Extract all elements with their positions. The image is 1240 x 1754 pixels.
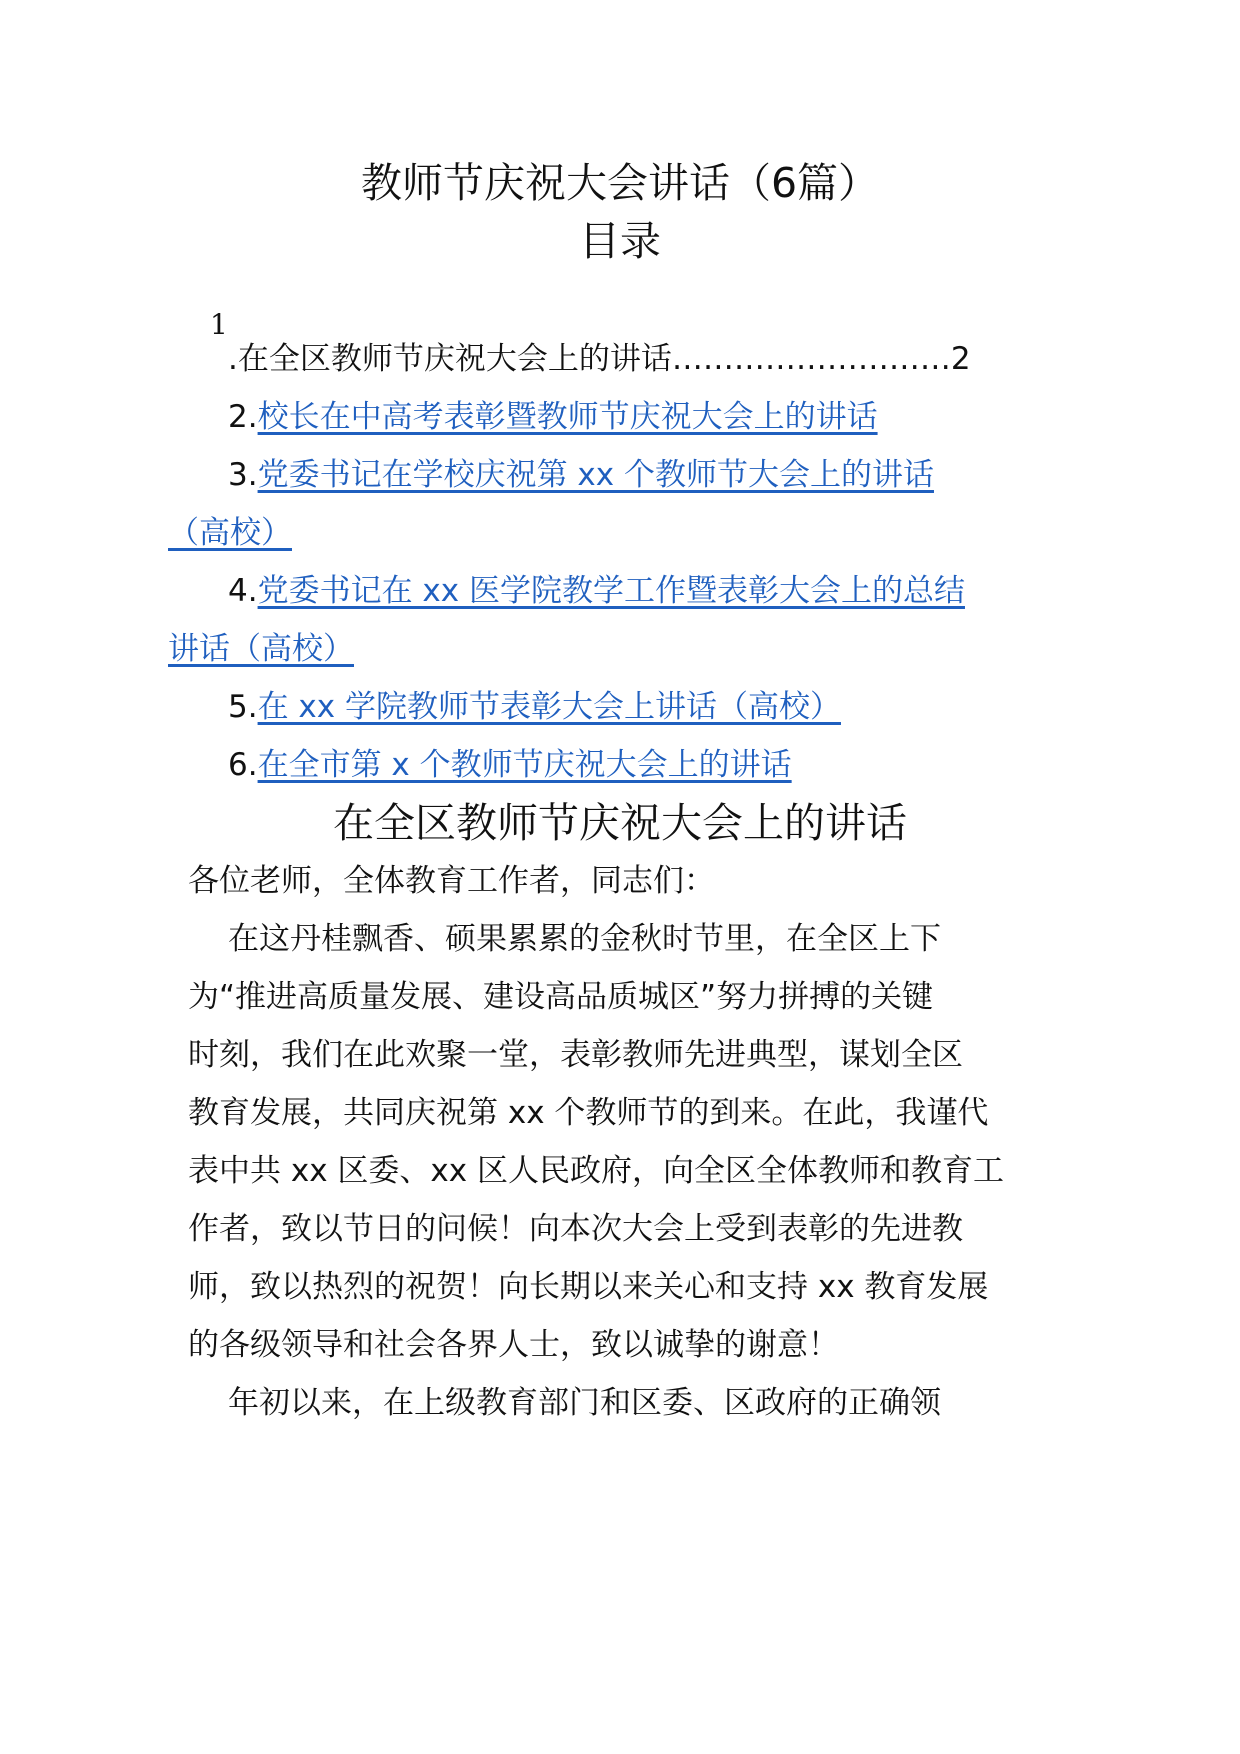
toc-item-5[interactable] <box>228 681 841 726</box>
toc-item-5-link[interactable]: 在 xx 学院教师节表彰大会上讲话（高校） <box>257 689 841 725</box>
toc-item-3-link-continued[interactable]: （高校） <box>168 515 292 551</box>
toc-item-1-number: 1 <box>210 308 228 341</box>
toc-item-4-link-continued[interactable]: 讲话（高校） <box>168 631 354 667</box>
toc-item-3-prefix: 3. <box>228 457 258 493</box>
section-heading: 在全区教师节庆祝大会上的讲话 <box>333 799 907 847</box>
paragraph-1-line-2: 为“推进高质量发展、建设高品质城区”努力拼搏的关键 <box>188 979 934 1015</box>
toc-item-2-prefix: 2. <box>228 399 258 435</box>
toc-item-3-continued[interactable] <box>168 507 292 552</box>
toc-item-1-text[interactable]: 在全区教师节庆祝大会上的讲话 <box>237 341 672 377</box>
toc-item-4-prefix: 4. <box>228 573 258 609</box>
document-title: 教师节庆祝大会讲话（6篇） <box>360 159 880 207</box>
toc-item-1-page: 2 <box>950 341 971 377</box>
toc-item-6-link[interactable]: 在全市第 x 个教师节庆祝大会上的讲话 <box>257 747 792 783</box>
paragraph-1-line-3: 时刻，我们在此欢聚一堂，表彰教师先进典型，谋划全区 <box>188 1037 963 1073</box>
toc-item-2-link[interactable]: 校长在中高考表彰暨教师节庆祝大会上的讲话 <box>257 399 878 435</box>
paragraph-1-line-6: 作者，致以节日的问候！向本次大会上受到表彰的先进教 <box>188 1211 963 1247</box>
paragraph-1-line-8: 的各级领导和社会各界人士，致以诚挚的谢意！ <box>188 1327 839 1363</box>
toc-item-6[interactable] <box>228 739 792 784</box>
toc-leader-dots: ……………………… <box>671 341 951 377</box>
toc-item-4-link[interactable]: 党委书记在 xx 医学院教学工作暨表彰大会上的总结 <box>257 573 965 609</box>
toc-item-3[interactable] <box>228 449 934 494</box>
toc-item-4-continued[interactable] <box>168 623 354 668</box>
toc-item-1-prefix: . <box>228 341 238 377</box>
toc-item-4[interactable] <box>228 565 965 610</box>
paragraph-1-line-5: 表中共 xx 区委、xx 区人民政府，向全区全体教师和教育工 <box>188 1153 1004 1189</box>
toc-item-1[interactable] <box>228 333 971 378</box>
salutation: 各位老师，全体教育工作者，同志们： <box>188 863 715 899</box>
paragraph-2-line-1: 年初以来，在上级教育部门和区委、区政府的正确领 <box>228 1385 941 1421</box>
toc-item-6-prefix: 6. <box>228 747 258 783</box>
toc-item-2[interactable] <box>228 391 878 436</box>
paragraph-1-line-7: 师，致以热烈的祝贺！向长期以来关心和支持 xx 教育发展 <box>188 1269 989 1305</box>
paragraph-1-line-1: 在这丹桂飘香、硕果累累的金秋时节里，在全区上下 <box>228 921 941 957</box>
toc-item-3-link[interactable]: 党委书记在学校庆祝第 xx 个教师节大会上的讲话 <box>257 457 934 493</box>
toc-item-5-prefix: 5. <box>228 689 258 725</box>
toc-heading: 目录 <box>579 217 661 265</box>
paragraph-1-line-4: 教育发展，共同庆祝第 xx 个教师节的到来。在此，我谨代 <box>188 1095 989 1131</box>
